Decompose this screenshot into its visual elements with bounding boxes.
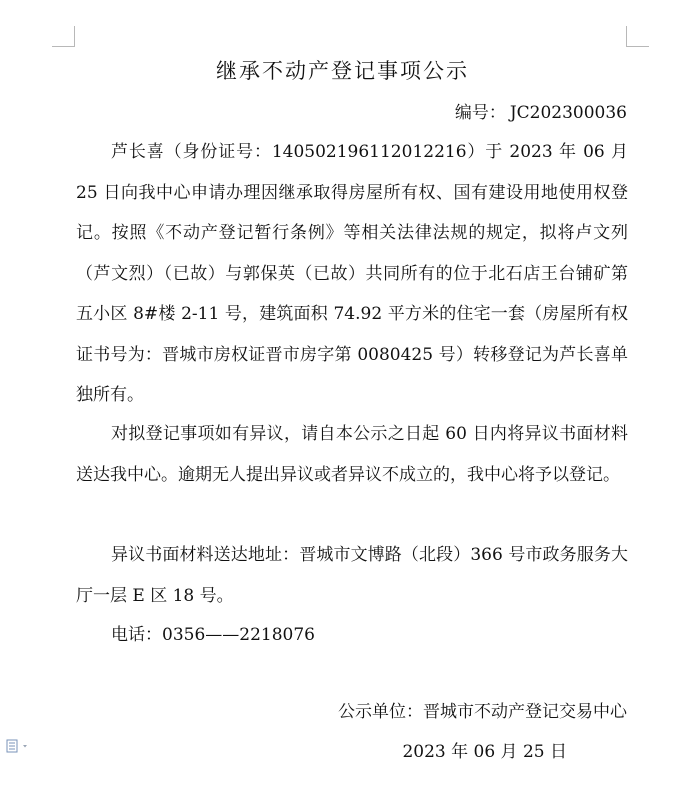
signature-unit: 公示单位：晋城市不动产登记交易中心 bbox=[338, 702, 627, 722]
paragraph-objection: 对拟登记事项如有异议，请自本公示之日起 60 日内将异议书面材料送达我中心。逾期无人提出异议或者异议不成立的，我中心将予以登记。 bbox=[76, 424, 628, 485]
paragraph-phone: 电话：0356——2218076 bbox=[111, 625, 315, 645]
signature-date: 2023 年 06 月 25 日 bbox=[402, 742, 567, 762]
document-title: 继承不动产登记事项公示 bbox=[216, 59, 469, 83]
document-number bbox=[455, 100, 627, 126]
page-corner-mark-top-left bbox=[52, 26, 75, 47]
document-number-value: JC202300036 bbox=[509, 103, 627, 123]
paragraph-application: 芦长喜（身份证号：140502196112012216）于 2023 年 06 月 25 日向我中心申请办理因继承取得房屋所有权、国有建设用地使用权登记。按照《不动产登记暂行条例》等相关法律法规的规定，拟将卢文列（芦文烈）（已故）与郭保英（已故）共同所有的位于北石店王台铺矿第五小区 8#楼 2-11 号，建筑面积 74.92 平方米的住宅一套（房屋所有权证书号为：晋城市房权证晋市房字第 0080425 号）转移登记为芦长喜单独所有。 bbox=[76, 142, 628, 405]
page-corner-mark-top-right bbox=[626, 26, 649, 47]
document-paste-icon[interactable] bbox=[6, 738, 36, 752]
document-number-label: 编号： bbox=[454, 103, 506, 123]
paragraph-address: 异议书面材料送达地址：晋城市文博路（北段）366 号市政务服务大厅一层 E 区 18 号。 bbox=[76, 545, 628, 606]
